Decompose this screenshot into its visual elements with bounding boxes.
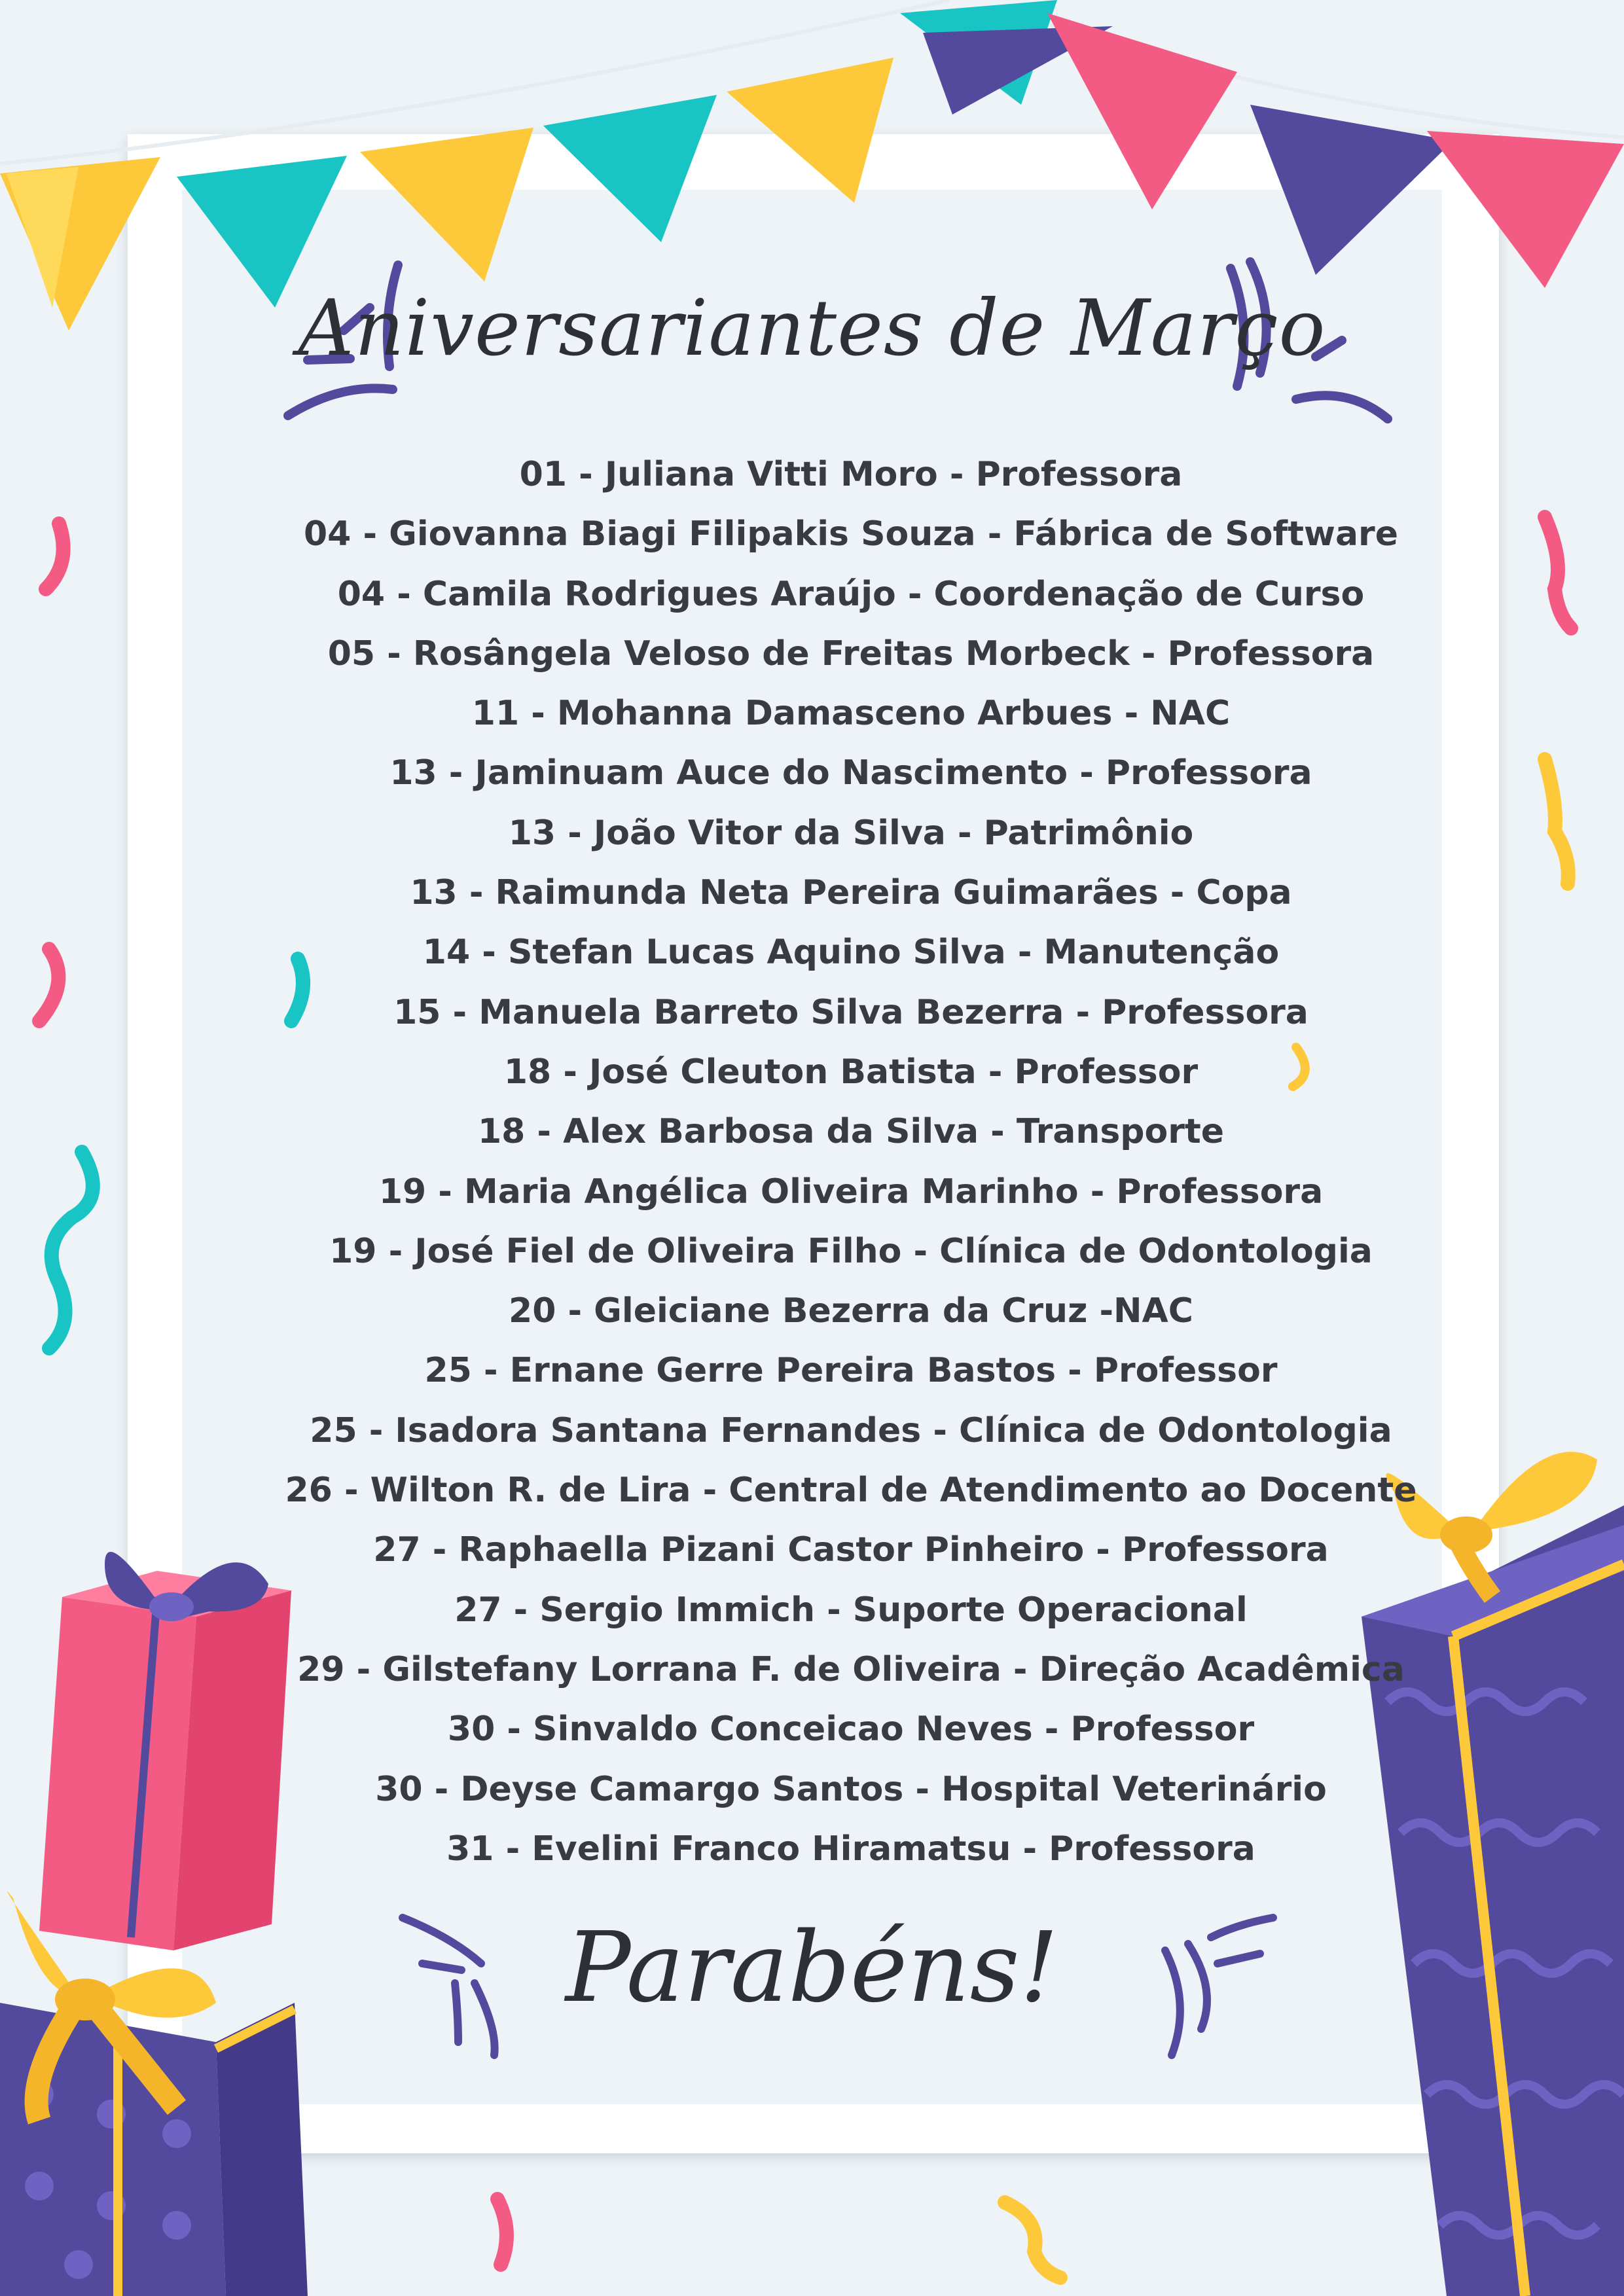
list-item: 26 - Wilton R. de Lira - Central de Atendimento ao Docente — [285, 1471, 1417, 1511]
list-item: 30 - Deyse Camargo Santos - Hospital Veterinário — [375, 1769, 1327, 1809]
page-title: Aniversariantes de Março — [298, 283, 1326, 373]
list-item: 14 - Stefan Lucas Aquino Silva - Manutenção — [422, 933, 1280, 973]
list-item: 19 - Maria Angélica Oliveira Marinho - Professora — [378, 1172, 1324, 1211]
closing-message: Parabéns! — [565, 1911, 1059, 2024]
birthday-list — [249, 445, 1453, 1879]
list-item: 29 - Gilstefany Lorrana F. de Oliveira - Direção Acadêmica — [297, 1649, 1405, 1689]
list-item: 13 - João Vitor da Silva - Patrimônio — [508, 813, 1194, 853]
list-item: 11 - Mohanna Damasceno Arbues - NAC — [471, 694, 1231, 734]
list-item: 13 - Raimunda Neta Pereira Guimarães - Copa — [410, 873, 1292, 913]
list-item: 04 - Giovanna Biagi Filipakis Souza - Fábrica de Software — [304, 514, 1398, 554]
list-item: 18 - Alex Barbosa da Silva - Transporte — [477, 1112, 1225, 1152]
list-item: 18 - José Cleuton Batista - Professor — [503, 1052, 1199, 1092]
list-item: 30 - Sinvaldo Conceicao Neves - Professor — [447, 1710, 1255, 1749]
list-item: 25 - Ernane Gerre Pereira Bastos - Professor — [424, 1351, 1278, 1391]
list-item: 01 - Juliana Vitti Moro - Professora — [519, 455, 1183, 494]
list-item: 15 - Manuela Barreto Silva Bezerra - Professora — [393, 992, 1308, 1032]
list-item: 20 - Gleiciane Bezerra da Cruz -NAC — [509, 1291, 1193, 1331]
list-item: 04 - Camila Rodrigues Araújo - Coordenação de Curso — [337, 574, 1365, 614]
list-item: 05 - Rosângela Veloso de Freitas Morbeck - Professora — [327, 634, 1375, 673]
list-item: 31 - Evelini Franco Hiramatsu - Professora — [446, 1829, 1255, 1869]
list-item: 25 - Isadora Santana Fernandes - Clínica de Odontologia — [310, 1410, 1392, 1450]
list-item: 13 - Jaminuam Auce do Nascimento - Professora — [389, 753, 1312, 793]
list-item: 27 - Sergio Immich - Suporte Operacional — [454, 1590, 1248, 1630]
list-item: 19 - José Fiel de Oliveira Filho - Clínica de Odontologia — [329, 1231, 1373, 1271]
list-item: 27 - Raphaella Pizani Castor Pinheiro - Professora — [373, 1530, 1329, 1570]
